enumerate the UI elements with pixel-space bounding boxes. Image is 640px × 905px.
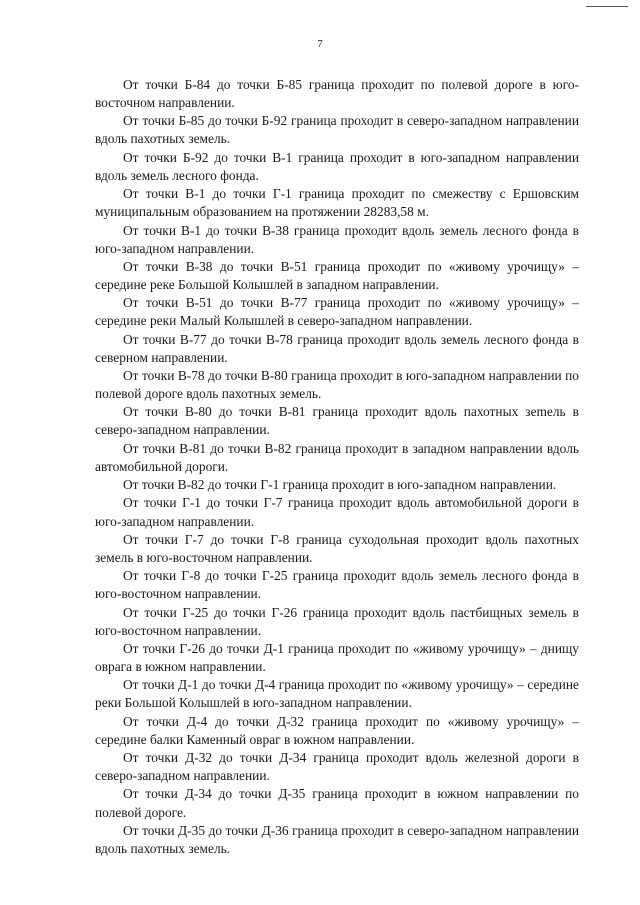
paragraph: От точки Д-1 до точки Д-4 граница проходит по «живому урочищу» – середине реки Большой Колышлей в юго-западном направлении.: [95, 677, 579, 711]
paragraph: От точки Б-92 до точки В-1 граница проходит в юго-западном направлении вдоль земель лесного фонда.: [95, 149, 579, 183]
paragraph: От точки Г-1 до точки Г-7 граница проходит вдоль автомобильной дороги в юго-западном направлении.: [95, 495, 579, 529]
paragraph: От точки В-1 до точки В-38 граница проходит вдоль земель лесного фонда в юго-западном направлении.: [95, 222, 579, 256]
paragraph: От точки В-81 до точки В-82 граница проходит в западном направлении вдоль автомобильной дороги.: [95, 440, 579, 474]
paragraph: От точки Д-32 до точки Д-34 граница проходит вдоль железной дороги в северо-западном направлении.: [95, 750, 579, 784]
paragraph: От точки В-38 до точки В-51 граница проходит по «живому урочищу» – середине реке Большой Колышлей в западном направлении.: [95, 258, 579, 292]
paragraph: От точки Д-34 до точки Д-35 граница проходит в южном направлении по полевой дороге.: [95, 786, 579, 820]
paragraph: От точки В-1 до точки Г-1 граница проходит по смежеству с Ершовским муниципальным образованием на протяжении 28283,58 м.: [95, 186, 579, 220]
paragraph: От точки В-80 до точки В-81 граница проходит вдоль пахотных зеmель в северо-западном направлении.: [95, 404, 579, 438]
paragraph: От точки В-77 до точки В-78 граница проходит вдоль земель лесного фонда в северном направлении.: [95, 331, 579, 365]
paragraph: От точки Д-35 до точки Д-36 граница проходит в северо-западном направлении вдоль пахотных земель.: [95, 822, 579, 856]
paragraph: От точки Д-4 до точки Д-32 граница проходит по «живому урочищу» – середине балки Каменный овраг в южном направлении.: [95, 713, 579, 747]
paragraph: От точки Г-7 до точки Г-8 граница суходольная проходит вдоль пахотных земель в юго-восточном направлении.: [95, 531, 579, 565]
paragraph: От точки В-82 до точки Г-1 граница проходит в юго-западном направлении.: [123, 477, 557, 493]
document-body: [95, 76, 579, 858]
paragraph: От точки Г-8 до точки Г-25 граница проходит вдоль земель лесного фонда в юго-восточном направлении.: [95, 568, 579, 602]
paragraph: От точки Б-85 до точки Б-92 граница проходит в северо-западном направлении вдоль пахотных земель.: [95, 113, 579, 147]
paragraph: От точки Б-84 до точки Б-85 граница проходит по полевой дороге в юго-восточном направлении.: [95, 77, 579, 111]
paragraph: От точки В-51 до точки В-77 граница проходит по «живому урочищу» – середине реки Малый Колышлей в северо-западном направлении.: [95, 295, 579, 329]
paragraph: От точки Г-26 до точки Д-1 граница проходит по «живому урочищу» – днищу оврага в южном направлении.: [95, 640, 579, 674]
scan-corner-mark: [586, 6, 628, 7]
paragraph: От точки В-78 до точки В-80 граница проходит в юго-западном направлении по полевой дороге вдоль пахотных земель.: [95, 368, 579, 402]
page-number: 7: [317, 38, 323, 50]
paragraph: От точки Г-25 до точки Г-26 граница проходит вдоль пастбищных земель в юго-восточном направлении.: [95, 604, 579, 638]
